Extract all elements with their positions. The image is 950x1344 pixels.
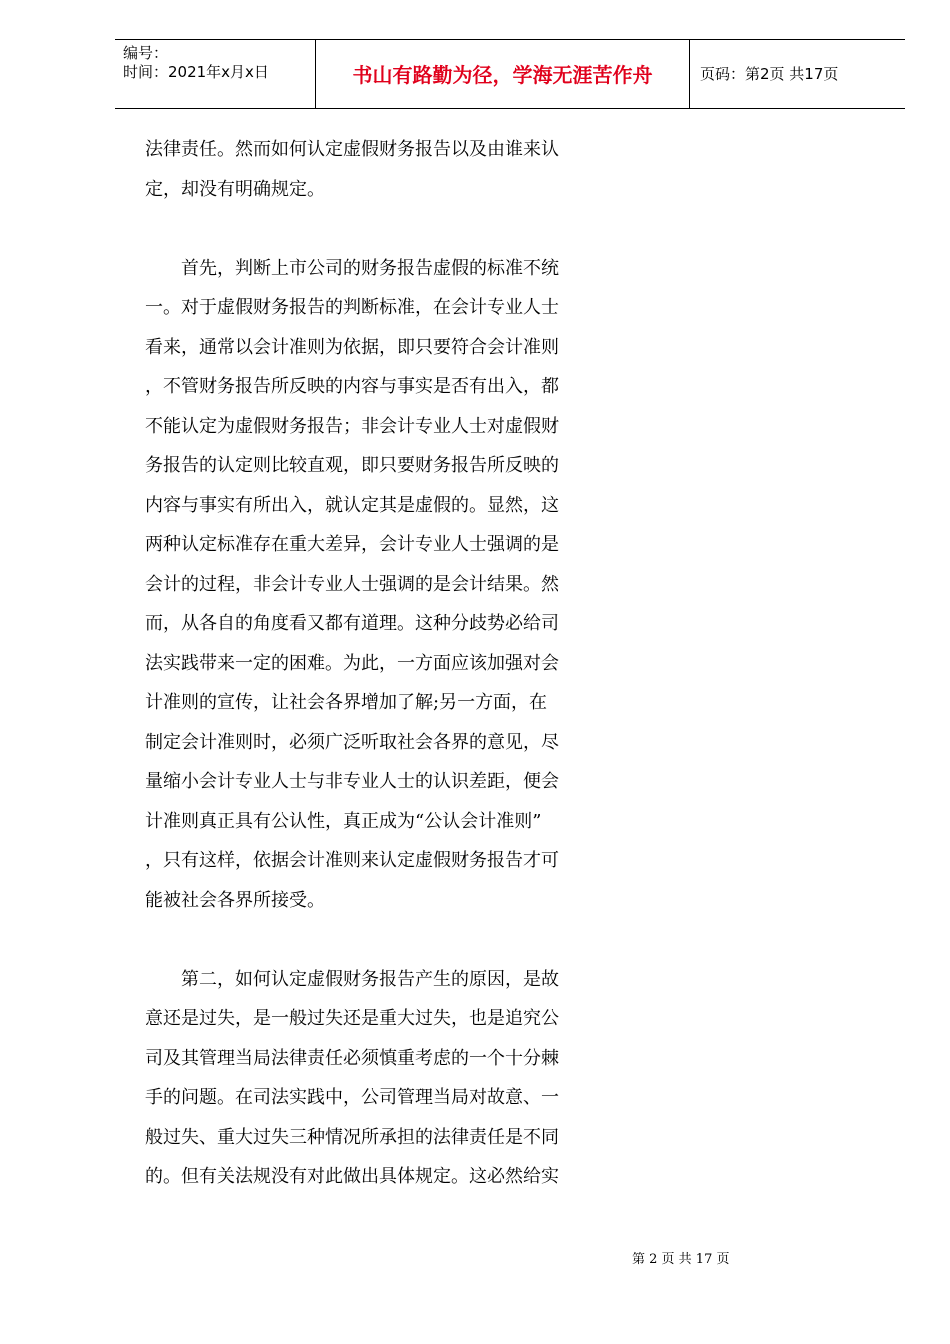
body-line: 会计的过程，非会计专业人士强调的是会计结果。然 — [145, 574, 559, 595]
page-header — [115, 39, 905, 109]
header-page-cell — [690, 40, 905, 108]
body-line: 的。但有关法规没有对此做出具体规定。这必然给实 — [145, 1166, 559, 1187]
body-line: ，不管财务报告所反映的内容与事实是否有出入，都 — [145, 376, 559, 397]
body-line: 一。对于虚假财务报告的判断标准，在会计专业人士 — [145, 297, 559, 318]
body-line: 法实践带来一定的困难。为此，一方面应该加强对会 — [145, 653, 559, 674]
body-line: 般过失、重大过失三种情况所承担的法律责任是不同 — [145, 1127, 559, 1148]
header-page-info: 页码：第2页 共17页 — [700, 65, 839, 83]
body-line: 内容与事实有所出入，就认定其是虚假的。显然，这 — [145, 495, 559, 516]
header-motto: 书山有路勤为径，学海无涯苦作舟 — [352, 63, 653, 87]
body-line: 两种认定标准存在重大差异，会计专业人士强调的是 — [145, 534, 559, 555]
body-line: 计准则真正具有公认性，真正成为“公认会计准则” — [145, 811, 542, 832]
body-line: 手的问题。在司法实践中，公司管理当局对故意、一 — [145, 1087, 559, 1108]
body-line: 而，从各自的角度看又都有道理。这种分歧势必给司 — [145, 613, 559, 634]
body-line: 第二，如何认定虚假财务报告产生的原因，是故 — [145, 969, 559, 990]
body-line: 司及其管理当局法律责任必须慎重考虑的一个十分棘 — [145, 1048, 559, 1069]
serial-label: 编号： — [123, 44, 169, 62]
body-line: 务报告的认定则比较直观，即只要财务报告所反映的 — [145, 455, 559, 476]
header-meta-cell — [115, 40, 316, 108]
body-line: 意还是过失，是一般过失还是重大过失，也是追究公 — [145, 1008, 559, 1029]
body-line: 看来，通常以会计准则为依据，即只要符合会计准则 — [145, 337, 559, 358]
time-label: 时间：2021年x月x日 — [123, 63, 269, 81]
body-line: 法律责任。然而如何认定虚假财务报告以及由谁来认 — [145, 139, 559, 160]
page-footer: 第 2 页 共 17 页 — [632, 1252, 730, 1267]
body-line: 定，却没有明确规定。 — [145, 179, 325, 200]
body-line: 计准则的宣传，让社会各界增加了解;另一方面，在 — [145, 692, 548, 713]
body-line: 制定会计准则时，必须广泛听取社会各界的意见，尽 — [145, 732, 559, 753]
body-line: 量缩小会计专业人士与非专业人士的认识差距，便会 — [145, 771, 559, 792]
body-line: 能被社会各界所接受。 — [145, 890, 325, 911]
header-motto-cell — [316, 40, 690, 108]
body-line: ，只有这样，依据会计准则来认定虚假财务报告才可 — [145, 850, 559, 871]
body-line: 首先，判断上市公司的财务报告虚假的标准不统 — [145, 258, 559, 279]
body-line: 不能认定为虚假财务报告；非会计专业人士对虚假财 — [145, 416, 559, 437]
